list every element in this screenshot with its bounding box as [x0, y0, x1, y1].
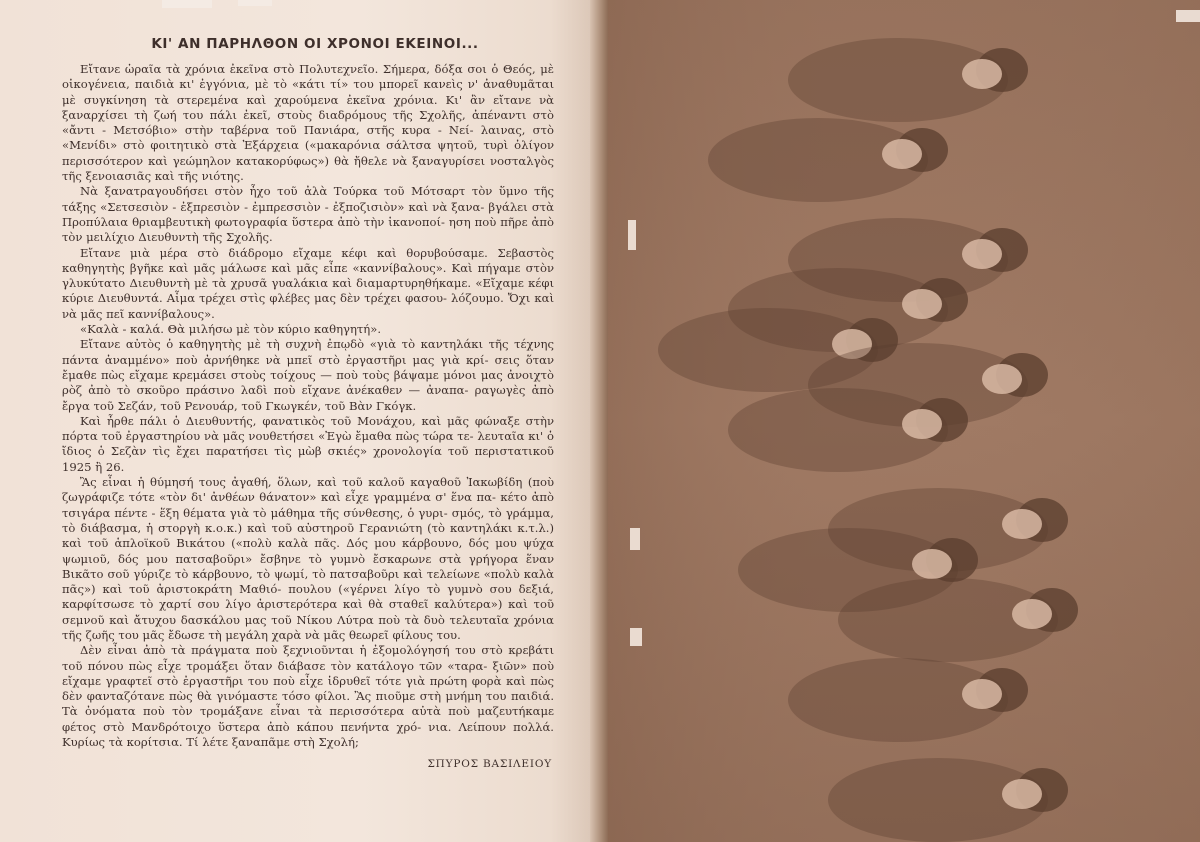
figure-face	[902, 409, 942, 439]
article-paragraph: Εἴτανε αὐτὸς ὁ καθηγητὴς μὲ τὴ συχνὴ ἐπῳδὸ «γιὰ τὸ καντηλάκι τῆς τέχνης πάντα ἀναμμένο» ποὺ ἀρνήθηκε νὰ μπεῖ στὸ ἐργαστῆρι μας γιὰ κρί- σεις ὅταν ἔμαθε πὼς εἴχαμε κρεμάσει στοὺς τοίχους — ποὺ τοὺς βάψαμε μόνοι μας ἀνοιχτὸ ρὸζ ἀπὸ τὸ σκοῦρο πράσινο λαδὶ ποὺ εἴχανε ἀνέκαθεν — ἀναπα- ραγωγὲς ἀπὸ ἔργα τοῦ Σεζάν, τοῦ Ρενουάρ, τοῦ Γκωγκέν, τοῦ Βὰν Γκόγκ.	[62, 337, 554, 413]
article-paragraph: Καὶ ἦρθε πάλι ὁ Διευθυντής, φανατικὸς τοῦ Μονάχου, καὶ μᾶς φώναξε στὴν πόρτα τοῦ ἐργαστηρίου νὰ μᾶς νουθετήσει «Ἐγὼ ἔμαθα πὼς τώρα τε- λευταῖα κι' ὁ ἴδιος ὁ Σεζὰν τὶς ἔχει παρατήσει τὶς μὼβ σκιές» χρονολογία τοῦ περιστατικοῦ 1925 ἢ 26.	[62, 413, 554, 474]
article-paragraph: Ἂς εἶναι ἡ θύμησή τους ἀγαθή, ὅλων, καὶ τοῦ καλοῦ καγαθοῦ Ἰακωβίδη (ποὺ ζωγράφιζε τότε «τὸν δι' ἀνθέων θάνατον» καὶ εἶχε γραμμένα σ' ἕνα πα- κέτο ἀπὸ τσιγάρα πέντε - ἕξη θέματα γιὰ τὸ μάθημα τῆς σύνθεσης, ὁ γυρι- σμός, τὸ γράμμα, τὸ διάβασμα, ἡ στοργὴ κ.ο.κ.) καὶ τοῦ αὐστηροῦ Γερανιώτη (τὸ καντηλάκι κ.τ.λ.) καὶ τοῦ ἁπλοϊκοῦ Βικάτου («πολὺ καλὰ πᾶς. Δός μου κάρβουνο, δός μου ψύχα ψωμιοῦ, δός μου πατσαβοῦρι» ἔσβηνε τὸ γυμνὸ ἔσκαρωνε στὰ γρήγορα ἕναν Βικᾶτο σοῦ γύριζε τὸ κάρβουνο, τὸ ψωμί, τὸ πατσαβοῦρι καὶ τελείωνε «πολὺ καλὰ πᾶς») καὶ τοῦ ἀριστοκράτη Μαθιό- πουλου («γέρνει λίγο τὸ γυμνὸ σου δεξιά, καρφίτσωσε τὸ χαρτί σου λίγο ἀριστερότερα καὶ θὰ σταθεῖ καλύτερα») καὶ τοῦ σεμνοῦ καὶ ἄτυχου δασκάλου μας τοῦ Νίκου Λύτρα ποὺ τὰ δυὸ τελευταῖα χρόνια τῆς ζωῆς του μᾶς ἔδωσε τὴ μεγάλη χαρὰ νὰ μᾶς θεωρεῖ φίλους του.	[62, 475, 554, 642]
photo-light-spot	[628, 220, 636, 250]
photo-light-spot	[630, 628, 642, 646]
article	[62, 36, 554, 770]
article-paragraph: Δὲν εἶναι ἀπὸ τὰ πράγματα ποὺ ξεχνιοῦνται ἡ ἐξομολόγησή του στὸ κρεβάτι τοῦ πόνου πὼς εἶχε τρομάξει ὅταν διάβασε τὸν κατάλογο τῶν «ταρα- ξιῶν» ποὺ εἴχαμε γραφτεῖ στὸ ἐργαστῆρι του ποὺ εἶχε ἱδρυθεῖ τότε γιὰ πρώτη φορὰ καὶ πὼς δὲν φανταζότανε πὼς θὰ γινόμαστε τόσο φίλοι. Ἂς πιοῦμε στὴ μνήμη του παιδιά. Τὰ ὀνόματα ποὺ τὸν τρομάξανε εἶναι τὰ περισσότερα αὐτὰ ποὺ μαζευτήκαμε φέτος στὸ Μανδρότοιχο ὕστερα ἀπὸ κάπου πενήντα χρό- νια. Λείπουν πολλά. Κυρίως τὰ κορίτσια. Τί λέτε ξαναπᾶμε στὴ Σχολή;	[62, 643, 554, 750]
figure-face	[982, 364, 1022, 394]
article-paragraph: Εἴτανε μιὰ μέρα στὸ διάδρομο εἴχαμε κέφι καὶ θορυβούσαμε. Σεβαστὸς καθηγητὴς βγῆκε καὶ μᾶς μάλωσε καὶ μᾶς εἶπε «καννίβαλους». Καὶ πήγαμε στὸν γλυκύτατο Διευθυντὴ μὲ τὰ χρυσᾶ γυαλάκια καὶ διαμαρτυρηθήκαμε. «Εἴχαμε κέφι κύριε Διευθυντά. Αἷμα τρέχει στὶς φλέβες μας δὲν τρέχει φασου- λόζουμο. Ὄχι καὶ νὰ μᾶς πεῖ καννίβαλους».	[62, 245, 554, 321]
article-paragraph: Εἴτανε ὡραῖα τὰ χρόνια ἐκεῖνα στὸ Πολυτεχνεῖο. Σήμερα, δόξα σοι ὁ Θεός, μὲ οἰκογένεια, παιδιὰ κι' ἐγγόνια, μὲ τὸ «κάτι τί» του μπορεῖ κανεὶς ν' ἀναθυμᾶται μὲ συγκίνηση τὰ στερεμένα καὶ χαρούμενα ἐκεῖνα χρόνια. Κι' ἂν εἴτανε νὰ ξαναρχίσει τὴ ζωή του πάλι ἐκεῖ, στοὺς διαδρόμους τῆς Σχολῆς, ἀπέναντι στὸ «ἄντι - Μετσόβιο» στὴν ταβέρνα τοῦ Πανιάρα, στῆς κυρα - Νεί- λαινας, στὸ «Μενίδι» στὸ φοιτητικὸ στὰ Ἐξάρχεια («μακαρόνια σάλτσα ψητοῦ, τυρὶ ὀλίγον περισσότερον καὶ γεώμηλον κατακορύφως») θὰ ἤθελε νὰ ξαναγυρίσει νοσταλγὸς τῆς ξενοιασιᾶς καὶ τῆς νιότης.	[62, 62, 554, 184]
article-paragraph: «Καλὰ - καλά. Θὰ μιλήσω μὲ τὸν κύριο καθηγητή».	[80, 322, 382, 337]
figure-face	[1012, 599, 1052, 629]
figure-face	[912, 549, 952, 579]
figure-face	[962, 239, 1002, 269]
author-signature: ΣΠΥΡΟΣ ΒΑΣΙΛΕΙΟΥ	[427, 758, 552, 771]
figure-face	[1002, 509, 1042, 539]
paper-tab	[238, 0, 272, 6]
figure-face	[902, 289, 942, 319]
group-photo	[608, 0, 1200, 842]
figure-face	[1002, 779, 1042, 809]
page-gutter	[590, 0, 608, 842]
paper-tab	[162, 0, 212, 8]
article-body	[62, 62, 554, 750]
article-title: ΚΙ' ΑΝ ΠΑΡΗΛΘΟΝ ΟΙ ΧΡΟΝΟΙ ΕΚΕΙΝΟΙ...	[151, 36, 479, 52]
photo-light-spot	[630, 528, 640, 550]
article-paragraph: Νὰ ξανατραγουδήσει στὸν ἦχο τοῦ ἀλὰ Τούρκα τοῦ Μότσαρτ τὸν ὕμνο τῆς τάξης «Σετσεσιὸν - ἐξπρεσιὸν - ἐμπρεσσιὸν - ἐξποζισιὸν» καὶ νὰ ξανα- βγάλει στὰ Προπύλαια θριαμβευτικὴ φωτογραφία ὕστερα ἀπὸ τὴν ἱκανοποί- ηση ποὺ πῆρε ἀπὸ τὸν μειλίχιο Διευθυντὴ τῆς Σχολῆς.	[62, 184, 554, 245]
figure-face	[962, 59, 1002, 89]
left-page	[0, 0, 598, 842]
figure-face	[882, 139, 922, 169]
right-page	[608, 0, 1200, 842]
photo-light-spot	[1176, 10, 1200, 22]
figure-face	[962, 679, 1002, 709]
